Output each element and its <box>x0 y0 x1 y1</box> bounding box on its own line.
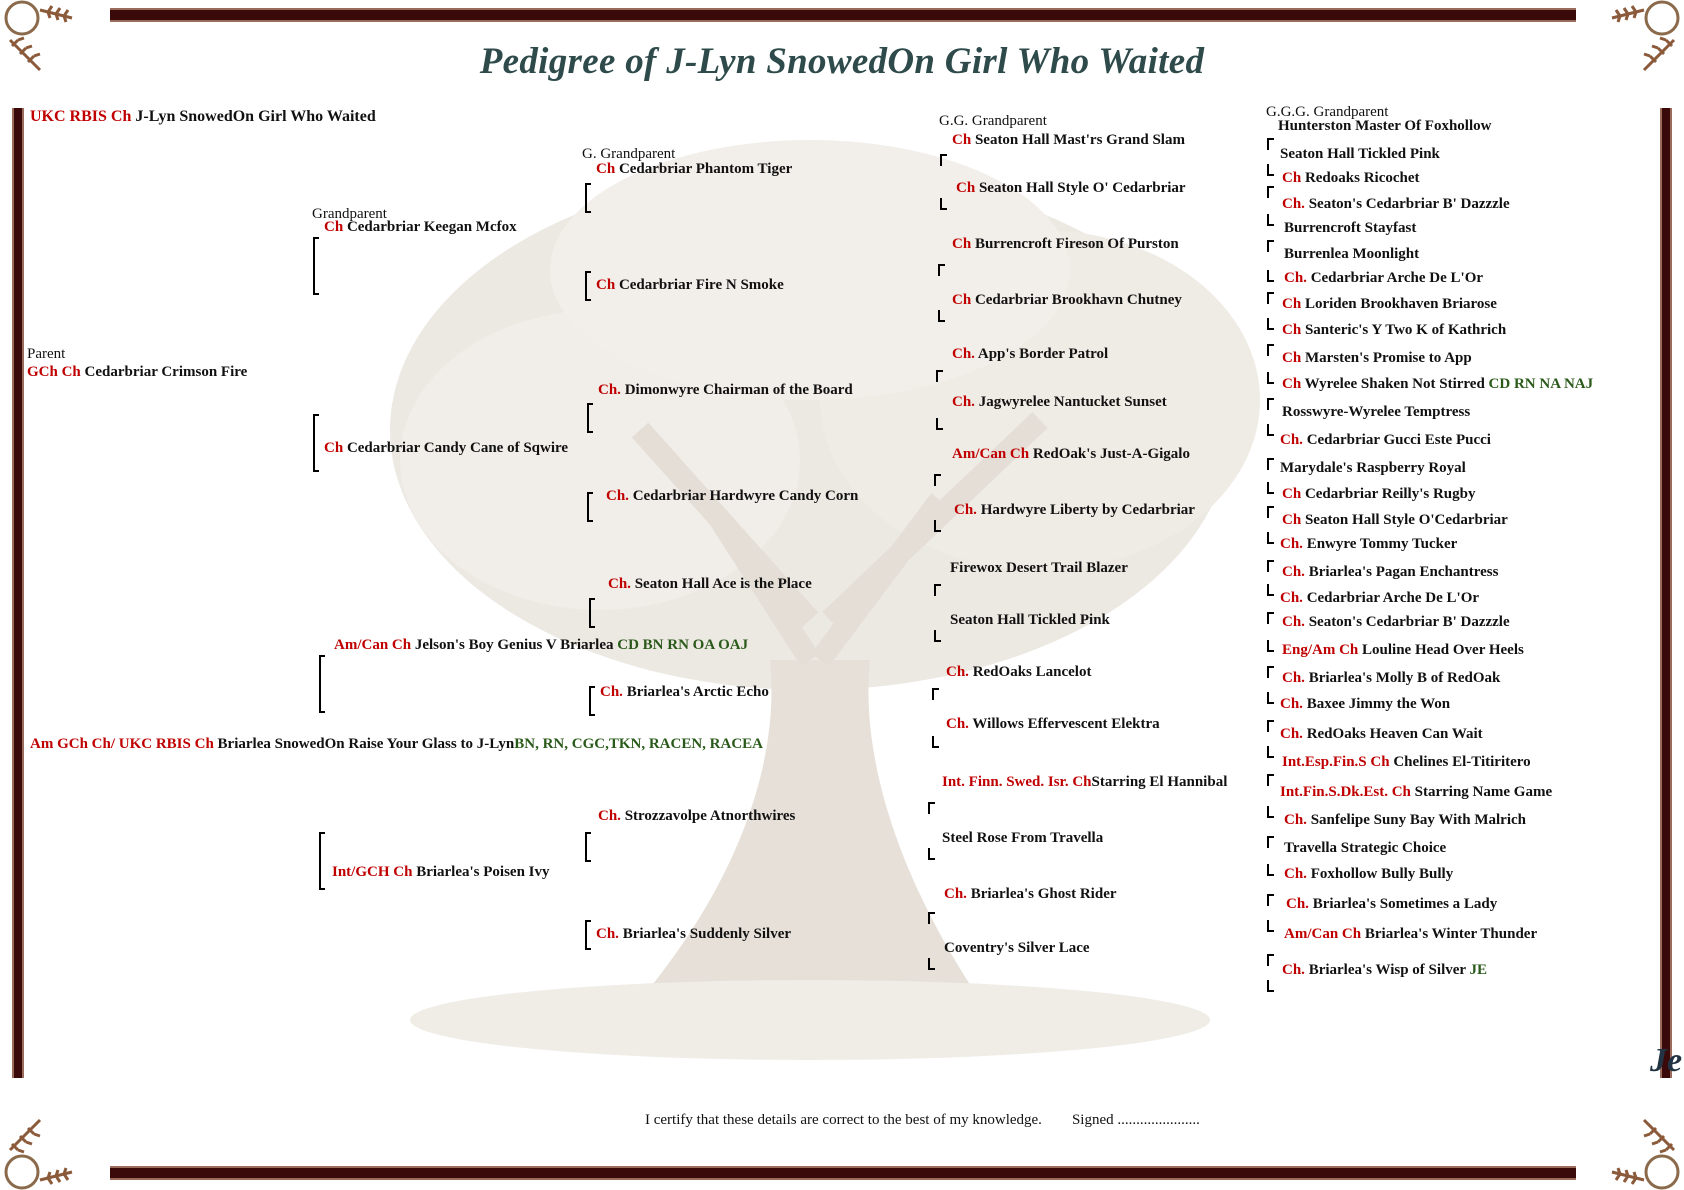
ggg-grandparent-title: Ch <box>1282 512 1302 528</box>
gg-grandparent-title: Ch. <box>944 886 967 902</box>
ggg-grandparent-entry <box>1284 246 1419 263</box>
connector-tick <box>940 198 947 210</box>
gg-grandparent-name: Burrencroft Fireson Of Purston <box>974 236 1179 252</box>
grandparent-name: Briarlea's Poisen Ivy <box>416 864 550 880</box>
frame-top-border <box>110 8 1576 22</box>
g-grandparent-title: Ch. <box>598 808 621 824</box>
connector-tick <box>1267 836 1274 848</box>
ggg-grandparent-entry <box>1282 564 1498 581</box>
connector-tick <box>1267 746 1274 758</box>
connector-tick <box>1267 612 1274 624</box>
corner-ornament-bottom-left-icon <box>0 1110 80 1190</box>
gg-grandparent-name: Seaton Hall Style O' Cedarbriar <box>978 180 1186 196</box>
ggg-grandparent-title: Ch. <box>1280 536 1303 552</box>
ggg-grandparent-name: Hunterston Master Of Foxhollow <box>1278 118 1492 134</box>
connector-tick <box>1267 864 1274 876</box>
ggg-grandparent-suffix: CD RN NA NAJ <box>1488 376 1594 392</box>
subject-name: J-Lyn SnowedOn Girl Who Waited <box>135 108 376 125</box>
ggg-grandparent-entry <box>1282 404 1470 421</box>
ggg-grandparent-title: Ch. <box>1284 866 1307 882</box>
connector-tick <box>1267 292 1274 304</box>
connector-tick <box>938 310 945 322</box>
gg-grandparent-name: Briarlea's Ghost Rider <box>970 886 1117 902</box>
bracket-grandparent <box>319 655 321 713</box>
gg-grandparent-entry <box>956 180 1186 197</box>
ggg-grandparent-entry <box>1282 170 1420 187</box>
ggg-grandparent-entry <box>1286 896 1497 913</box>
grandparent-title: Am/Can Ch <box>334 637 412 653</box>
ggg-grandparent-name: Loriden Brookhaven Briarose <box>1304 296 1497 312</box>
connector-tick <box>1267 372 1274 384</box>
ggg-grandparent-name: Cedarbriar Gucci Este Pucci <box>1306 432 1491 448</box>
label-ggg-grandparent: G.G.G. Grandparent <box>1266 104 1389 120</box>
bracket-g-grandparent <box>587 492 589 522</box>
gg-grandparent-name: Hardwyre Liberty by Cedarbriar <box>980 502 1195 518</box>
ggg-grandparent-title: Int.Esp.Fin.S Ch <box>1282 754 1390 770</box>
ggg-grandparent-title: Ch <box>1282 322 1302 338</box>
ggg-grandparent-name: Briarlea's Pagan Enchantress <box>1308 564 1499 580</box>
connector-tick <box>1267 980 1274 992</box>
ggg-grandparent-title: Int.Fin.S.Dk.Est. Ch <box>1280 784 1411 800</box>
ggg-grandparent-name: RedOaks Heaven Can Wait <box>1306 726 1483 742</box>
gg-grandparent-title: Ch. <box>952 394 975 410</box>
ggg-grandparent-name: Santeric's Y Two K of Kathrich <box>1304 322 1507 338</box>
connector-tick <box>1267 894 1274 906</box>
ggg-grandparent-name: Louline Head Over Heels <box>1362 642 1524 658</box>
connector-tick <box>936 370 943 382</box>
connector-tick <box>1267 666 1274 678</box>
grandparent-title: Ch <box>324 440 344 456</box>
g-grandparent-title: Ch. <box>596 926 619 942</box>
grandparent-title: Ch <box>324 219 344 235</box>
ggg-grandparent-entry <box>1280 784 1552 801</box>
connector-tick <box>934 584 941 596</box>
g-grandparent-name: Cedarbriar Fire N Smoke <box>618 277 784 293</box>
gg-grandparent-title: Ch. <box>954 502 977 518</box>
ggg-grandparent-title: Ch. <box>1282 196 1305 212</box>
ggg-grandparent-entry <box>1282 614 1510 631</box>
g-grandparent-title: Ch <box>596 161 616 177</box>
gg-grandparent-entry <box>946 664 1091 681</box>
g-grandparent-entry <box>600 684 769 701</box>
connector-tick <box>1267 424 1274 436</box>
grandparent-name: Cedarbriar Candy Cane of Sqwire <box>346 440 569 456</box>
ggg-grandparent-entry <box>1280 696 1450 713</box>
gg-grandparent-entry <box>944 886 1117 903</box>
bracket-g-grandparent <box>585 183 587 213</box>
gg-grandparent-name: App's Border Patrol <box>977 346 1109 362</box>
frame-left-border <box>12 108 24 1078</box>
g-grandparent-title: Ch. <box>600 684 623 700</box>
g-grandparent-entry <box>608 576 812 593</box>
connector-tick <box>1267 458 1274 470</box>
ggg-grandparent-entry <box>1278 118 1491 135</box>
gg-grandparent-name: Coventry's Silver Lace <box>944 940 1090 956</box>
ggg-grandparent-name: Seaton's Cedarbriar B' Dazzzle <box>1308 614 1510 630</box>
grandparent-entry <box>332 864 550 881</box>
ggg-grandparent-entry <box>1282 350 1472 367</box>
ggg-grandparent-entry <box>1284 840 1446 857</box>
connector-tick <box>938 264 945 276</box>
gg-grandparent-entry <box>950 612 1110 629</box>
gg-grandparent-entry <box>942 830 1103 847</box>
gg-grandparent-name: RedOak's Just-A-Gigalo <box>1032 446 1190 462</box>
ggg-grandparent-name: Briarlea's Wisp of Silver <box>1308 962 1466 978</box>
g-grandparent-name: Cedarbriar Phantom Tiger <box>618 161 793 177</box>
parent-title: Am GCh Ch/ UKC RBIS Ch <box>30 736 214 752</box>
connector-tick <box>1267 720 1274 732</box>
subject-title: UKC RBIS Ch <box>30 108 132 125</box>
subject-entry <box>30 108 376 126</box>
g-grandparent-entry <box>596 277 784 294</box>
ggg-grandparent-entry <box>1282 962 1487 979</box>
grandparent-name: Cedarbriar Keegan Mcfox <box>346 219 517 235</box>
ggg-grandparent-entry <box>1280 590 1479 607</box>
footer-certification <box>645 1112 1200 1129</box>
connector-tick <box>1267 774 1274 786</box>
ggg-grandparent-title: Ch. <box>1284 812 1307 828</box>
g-grandparent-entry <box>606 488 858 505</box>
gg-grandparent-entry <box>952 132 1185 149</box>
ggg-grandparent-title: Ch <box>1282 350 1302 366</box>
connector-tick <box>932 736 939 748</box>
ggg-grandparent-name: Briarlea's Molly B of RedOak <box>1308 670 1501 686</box>
gg-grandparent-name: RedOaks Lancelot <box>972 664 1092 680</box>
corner-ornament-bottom-right-icon <box>1604 1110 1684 1190</box>
gg-grandparent-name: Steel Rose From Travella <box>942 830 1104 846</box>
connector-tick <box>1267 806 1274 818</box>
ggg-grandparent-title: Am/Can Ch <box>1284 926 1362 942</box>
ggg-grandparent-name: Cedarbriar Arche De L'Or <box>1310 270 1484 286</box>
bracket-grandparent <box>313 414 315 472</box>
gg-grandparent-entry <box>946 716 1160 733</box>
bracket-g-grandparent <box>585 271 587 301</box>
ggg-grandparent-name: Wyrelee Shaken Not Stirred <box>1304 376 1485 392</box>
connector-tick <box>1267 214 1274 226</box>
ggg-grandparent-entry <box>1282 376 1593 393</box>
ggg-grandparent-entry <box>1284 220 1416 237</box>
gg-grandparent-name: Seaton Hall Mast'rs Grand Slam <box>974 132 1185 148</box>
ggg-grandparent-name: Baxee Jimmy the Won <box>1306 696 1451 712</box>
g-grandparent-name: Seaton Hall Ace is the Place <box>634 576 812 592</box>
gg-grandparent-entry <box>950 560 1128 577</box>
ggg-grandparent-name: Starring Name Game <box>1414 784 1553 800</box>
gg-grandparent-name: Starring El Hannibal <box>1091 774 1228 790</box>
parent-sire <box>27 364 247 381</box>
gg-grandparent-name: Cedarbriar Brookhavn Chutney <box>974 292 1182 308</box>
ggg-grandparent-entry <box>1280 536 1457 553</box>
gg-grandparent-name: Willows Effervescent Elektra <box>972 716 1160 732</box>
gg-grandparent-name: Firewox Desert Trail Blazer <box>950 560 1128 576</box>
connector-tick <box>936 418 943 430</box>
ggg-grandparent-name: Chelines El-Titiritero <box>1393 754 1531 770</box>
ggg-grandparent-title: Ch. <box>1286 896 1309 912</box>
parent-name: Cedarbriar Crimson Fire <box>84 364 248 380</box>
gg-grandparent-name: Jagwyrelee Nantucket Sunset <box>978 394 1167 410</box>
ggg-grandparent-name: Rosswyre-Wyrelee Temptress <box>1282 404 1471 420</box>
label-parent: Parent <box>27 346 66 362</box>
g-grandparent-title: Ch <box>596 277 616 293</box>
ggg-grandparent-title: Ch. <box>1280 590 1303 606</box>
connector-tick <box>1267 532 1274 544</box>
ggg-grandparent-entry <box>1284 812 1526 829</box>
ggg-grandparent-name: Marydale's Raspberry Royal <box>1280 460 1466 476</box>
ggg-grandparent-name: Sanfelipe Suny Bay With Malrich <box>1310 812 1527 828</box>
ggg-grandparent-entry <box>1284 270 1483 287</box>
ggg-grandparent-name: Redoaks Ricochet <box>1304 170 1420 186</box>
ggg-grandparent-name: Seaton Hall Style O'Cedarbriar <box>1304 512 1508 528</box>
parent-title: GCh Ch <box>27 364 81 380</box>
ggg-grandparent-name: Seaton Hall Tickled Pink <box>1280 146 1440 162</box>
frame-right-border <box>1660 108 1672 1078</box>
gg-grandparent-title: Ch <box>956 180 976 196</box>
parent-suffix: BN, RN, CGC,TKN, RACEN, RACEA <box>514 736 764 752</box>
grandparent-name: Jelson's Boy Genius V Briarlea <box>414 637 614 653</box>
g-grandparent-entry <box>598 808 795 825</box>
connector-tick <box>1267 920 1274 932</box>
ggg-grandparent-entry <box>1284 926 1537 943</box>
ggg-grandparent-entry <box>1282 196 1510 213</box>
bracket-grandparent <box>313 237 315 295</box>
grandparent-suffix: CD BN RN OA OAJ <box>617 637 749 653</box>
connector-tick <box>1267 186 1274 198</box>
g-grandparent-entry <box>598 382 853 399</box>
gg-grandparent-title: Ch. <box>952 346 975 362</box>
connector-tick <box>1267 240 1274 252</box>
connector-tick <box>1267 138 1274 150</box>
signed-line: Signed ...................... <box>1071 1112 1200 1128</box>
page-title: Pedigree of J-Lyn SnowedOn Girl Who Waited <box>479 41 1205 82</box>
ggg-grandparent-name: Enwyre Tommy Tucker <box>1306 536 1458 552</box>
connector-tick <box>1267 584 1274 596</box>
connector-tick <box>934 520 941 532</box>
ggg-grandparent-title: Ch. <box>1280 726 1303 742</box>
ggg-grandparent-name: Travella Strategic Choice <box>1284 840 1447 856</box>
ggg-grandparent-title: Ch <box>1282 170 1302 186</box>
gg-grandparent-title: Ch <box>952 292 972 308</box>
signature-fragment: Je <box>1650 1042 1683 1079</box>
ggg-grandparent-entry <box>1284 866 1453 883</box>
connector-tick <box>1267 318 1274 330</box>
ggg-grandparent-title: Ch. <box>1282 962 1305 978</box>
ggg-grandparent-title: Eng/Am Ch <box>1282 642 1359 658</box>
ggg-grandparent-title: Ch. <box>1282 614 1305 630</box>
ggg-grandparent-name: Briarlea's Winter Thunder <box>1364 926 1538 942</box>
ggg-grandparent-name: Cedarbriar Reilly's Rugby <box>1304 486 1476 502</box>
ggg-grandparent-title: Ch <box>1282 296 1302 312</box>
gg-grandparent-title: Ch <box>952 132 972 148</box>
grandparent-entry <box>324 219 517 236</box>
gg-grandparent-entry <box>952 394 1167 411</box>
ggg-grandparent-title: Ch. <box>1280 432 1303 448</box>
bracket-g-grandparent <box>589 598 591 628</box>
grandparent-entry <box>324 440 568 457</box>
connector-tick <box>940 154 947 166</box>
parent-name: Briarlea SnowedOn Raise Your Glass to J-Lyn <box>217 736 515 752</box>
connector-tick <box>1267 344 1274 356</box>
g-grandparent-title: Ch. <box>608 576 631 592</box>
grandparent-title: Int/GCH Ch <box>332 864 413 880</box>
ggg-grandparent-entry <box>1282 670 1500 687</box>
bracket-g-grandparent <box>585 832 587 862</box>
bracket-g-grandparent <box>585 920 587 950</box>
connector-tick <box>1267 640 1274 652</box>
connector-tick <box>934 630 941 642</box>
gg-grandparent-entry <box>952 236 1179 253</box>
ggg-grandparent-entry <box>1280 146 1440 163</box>
gg-grandparent-entry <box>952 292 1182 309</box>
connector-tick <box>1267 954 1274 966</box>
bracket-grandparent <box>319 832 321 890</box>
gg-grandparent-title: Ch <box>952 236 972 252</box>
connector-tick <box>928 912 935 924</box>
gg-grandparent-entry <box>954 502 1195 519</box>
ggg-grandparent-title: Ch <box>1282 486 1302 502</box>
ggg-grandparent-title: Ch. <box>1284 270 1307 286</box>
connector-tick <box>932 688 939 700</box>
ggg-grandparent-name: Briarlea's Sometimes a Lady <box>1312 896 1498 912</box>
ggg-grandparent-title: Ch. <box>1282 670 1305 686</box>
gg-grandparent-name: Seaton Hall Tickled Pink <box>950 612 1110 628</box>
ggg-grandparent-entry <box>1282 296 1497 313</box>
connector-tick <box>1267 692 1274 704</box>
ggg-grandparent-title: Ch. <box>1282 564 1305 580</box>
connector-tick <box>1267 506 1274 518</box>
ggg-grandparent-title: Ch. <box>1280 696 1303 712</box>
ggg-grandparent-entry <box>1282 486 1476 503</box>
connector-tick <box>1267 560 1274 572</box>
bracket-g-grandparent <box>587 403 589 433</box>
ggg-grandparent-entry <box>1282 512 1508 529</box>
gg-grandparent-title: Am/Can Ch <box>952 446 1030 462</box>
g-grandparent-title: Ch. <box>598 382 621 398</box>
gg-grandparent-entry <box>952 346 1108 363</box>
connector-tick <box>928 848 935 860</box>
connector-tick <box>1267 270 1274 282</box>
ggg-grandparent-name: Foxhollow Bully Bully <box>1310 866 1454 882</box>
ggg-grandparent-name: Burrencroft Stayfast <box>1284 220 1417 236</box>
g-grandparent-name: Cedarbriar Hardwyre Candy Corn <box>632 488 859 504</box>
ggg-grandparent-name: Seaton's Cedarbriar B' Dazzzle <box>1308 196 1510 212</box>
parent-dam <box>30 736 763 753</box>
connector-tick <box>1267 398 1274 410</box>
label-gg-grandparent: G.G. Grandparent <box>939 113 1047 129</box>
g-grandparent-name: Strozzavolpe Atnorthwires <box>624 808 796 824</box>
g-grandparent-name: Briarlea's Suddenly Silver <box>622 926 792 942</box>
label-grandparent: Grandparent <box>312 206 387 222</box>
gg-grandparent-title: Ch. <box>946 664 969 680</box>
ggg-grandparent-entry <box>1282 642 1524 659</box>
g-grandparent-entry <box>596 161 792 178</box>
bracket-g-grandparent <box>589 686 591 716</box>
grandparent-entry <box>334 637 748 654</box>
connector-tick <box>934 474 941 486</box>
connector-tick <box>1267 482 1274 494</box>
ggg-grandparent-entry <box>1282 754 1531 771</box>
ggg-grandparent-name: Burrenlea Moonlight <box>1284 246 1420 262</box>
gg-grandparent-title: Ch. <box>946 716 969 732</box>
g-grandparent-title: Ch. <box>606 488 629 504</box>
ggg-grandparent-entry <box>1280 432 1491 449</box>
ggg-grandparent-suffix: JE <box>1469 962 1488 978</box>
g-grandparent-entry <box>596 926 791 943</box>
ggg-grandparent-title: Ch <box>1282 376 1302 392</box>
certify-text: I certify that these details are correct to the best of my knowledge. <box>645 1112 1042 1128</box>
gg-grandparent-entry <box>952 446 1190 463</box>
gg-grandparent-entry <box>942 774 1227 791</box>
ggg-grandparent-entry <box>1282 322 1506 339</box>
gg-grandparent-entry <box>944 940 1090 957</box>
connector-tick <box>1267 164 1274 176</box>
ggg-grandparent-entry <box>1280 460 1466 477</box>
gg-grandparent-title: Int. Finn. Swed. Isr. Ch <box>942 774 1092 790</box>
ggg-grandparent-name: Marsten's Promise to App <box>1304 350 1472 366</box>
connector-tick <box>928 802 935 814</box>
connector-tick <box>928 958 935 970</box>
frame-bottom-border <box>110 1166 1576 1180</box>
label-g-grandparent: G. Grandparent <box>582 146 676 162</box>
ggg-grandparent-name: Cedarbriar Arche De L'Or <box>1306 590 1480 606</box>
ggg-grandparent-entry <box>1280 726 1483 743</box>
g-grandparent-name: Dimonwyre Chairman of the Board <box>624 382 853 398</box>
g-grandparent-name: Briarlea's Arctic Echo <box>626 684 769 700</box>
